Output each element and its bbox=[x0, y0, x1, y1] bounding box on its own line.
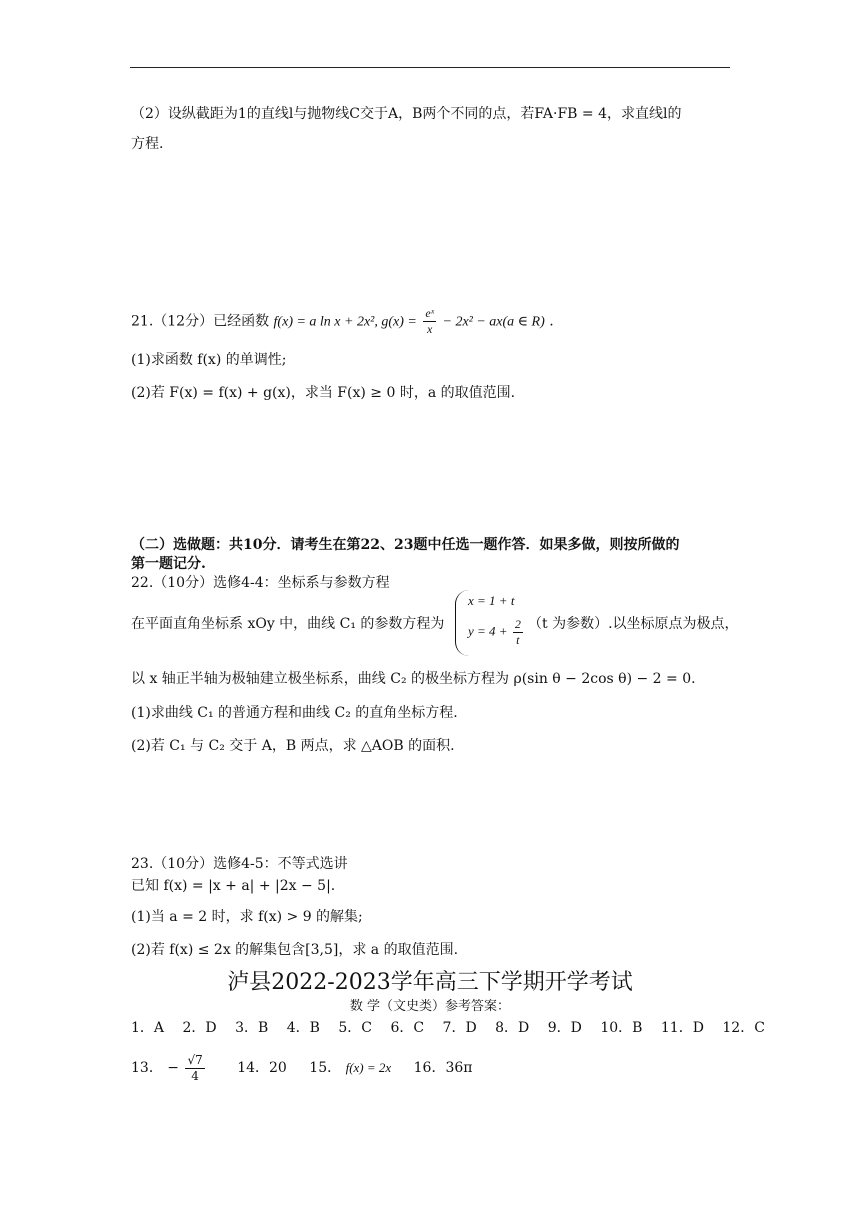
optional-section-line1: （二）选做题：共10分．请考生在第22、23题中任选一题作答．如果多做，则按所做的 bbox=[131, 537, 680, 553]
optional-section-line2: 第一题记分. bbox=[131, 556, 206, 572]
q22-header: 22.（10分）选修4-4：坐标系与参数方程 bbox=[131, 575, 390, 591]
q21-header-suffix: . bbox=[549, 313, 554, 330]
answer-13-label: 13． bbox=[131, 1060, 163, 1076]
q23-header: 23.（10分）选修4-5：不等式选讲 bbox=[131, 856, 348, 872]
q22-part1: (1)求曲线 C₁ 的普通方程和曲线 C₂ 的直角坐标方程. bbox=[131, 705, 458, 721]
answer-choice-1: 1．A bbox=[131, 1020, 165, 1036]
q21-fraction-numerator: eˣ bbox=[425, 306, 435, 320]
q22-eq1: x = 1 + t bbox=[468, 593, 515, 608]
q22-equation-system bbox=[455, 590, 526, 656]
answer-15-value: f(x) = 2x bbox=[345, 1060, 392, 1075]
q21-fraction bbox=[423, 306, 436, 337]
answer-13-denominator: 4 bbox=[191, 1068, 199, 1083]
answer-key-subtitle: 数 学（文史类）参考答案： bbox=[349, 999, 511, 1014]
q22-eq2-numerator: 2 bbox=[514, 617, 521, 631]
answer-choice-3: 3．B bbox=[235, 1020, 269, 1036]
q20-part2-line1: （2）设纵截距为1的直线l与抛物线C交于A，B两个不同的点，若FA·FB = 4，求直线l的 bbox=[131, 106, 682, 122]
answer-14: 14．20 bbox=[237, 1060, 287, 1076]
q21-header-prefix: 21.（12分）已经函数 bbox=[131, 313, 270, 330]
q21-header-math-a: f(x) = a ln x + 2x², g(x) = bbox=[273, 314, 417, 330]
answer-choice-12: 12．C bbox=[722, 1020, 765, 1036]
q22-stem-suffix: （t 为参数）.以坐标原点为极点， bbox=[528, 616, 739, 632]
q20-part2-line2: 方程. bbox=[131, 136, 164, 152]
answer-choice-8: 8．D bbox=[495, 1020, 530, 1036]
q22-stem-prefix: 在平面直角坐标系 xOy 中，曲线 C₁ 的参数方程为 bbox=[131, 616, 445, 632]
q21-header bbox=[131, 306, 554, 337]
q22-stem-line2: 以 x 轴正半轴为极轴建立极坐标系，曲线 C₂ 的极坐标方程为 ρ(sin θ − 2cos θ) − 2 = 0. bbox=[131, 671, 696, 687]
answer-choice-5: 5．C bbox=[338, 1020, 373, 1036]
answer-choices-row bbox=[131, 1018, 765, 1038]
q22-eq2-denominator: t bbox=[516, 633, 520, 647]
q23-part1: (1)当 a = 2 时，求 f(x) > 9 的解集; bbox=[131, 909, 363, 925]
answer-choice-11: 11．D bbox=[660, 1020, 704, 1036]
q22-eq2-fraction bbox=[513, 617, 523, 648]
header-rule bbox=[130, 67, 730, 68]
q21-fraction-denominator: x bbox=[427, 322, 433, 336]
answer-choice-9: 9．D bbox=[547, 1020, 582, 1036]
q22-eq2 bbox=[468, 617, 525, 648]
answer-choice-4: 4．B bbox=[286, 1020, 320, 1036]
answer-key-title: 泸县2022-2023学年高三下学期开学考试 bbox=[227, 970, 633, 995]
answer-13-sign: − bbox=[167, 1060, 180, 1076]
q21-part2: (2)若 F(x) = f(x) + g(x)，求当 F(x) ≥ 0 时，a 的取值范围. bbox=[131, 385, 516, 401]
q23-given: 已知 f(x) = |x + a| + |2x − 5|. bbox=[131, 878, 336, 894]
answer-fill-row bbox=[131, 1052, 472, 1084]
answer-13-fraction bbox=[185, 1053, 204, 1084]
q23-part2: (2)若 f(x) ≤ 2x 的解集包含[3,5]，求 a 的取值范围. bbox=[131, 942, 459, 958]
answer-choice-10: 10．B bbox=[600, 1020, 643, 1036]
answer-15-label: 15． bbox=[309, 1060, 342, 1076]
answer-choice-6: 6．C bbox=[390, 1020, 425, 1036]
answer-choice-2: 2．D bbox=[182, 1020, 217, 1036]
answer-16: 16．36π bbox=[413, 1060, 473, 1076]
q22-part2: (2)若 C₁ 与 C₂ 交于 A，B 两点，求 △AOB 的面积. bbox=[131, 738, 455, 754]
answer-choice-7: 7．D bbox=[442, 1020, 477, 1036]
q21-part1: (1)求函数 f(x) 的单调性; bbox=[131, 352, 287, 368]
q21-header-math-b: − 2x² − ax(a ∈ R) bbox=[442, 314, 545, 330]
answer-13-numerator: √7 bbox=[187, 1052, 203, 1067]
q22-eq2-prefix: y = 4 + bbox=[468, 623, 508, 639]
